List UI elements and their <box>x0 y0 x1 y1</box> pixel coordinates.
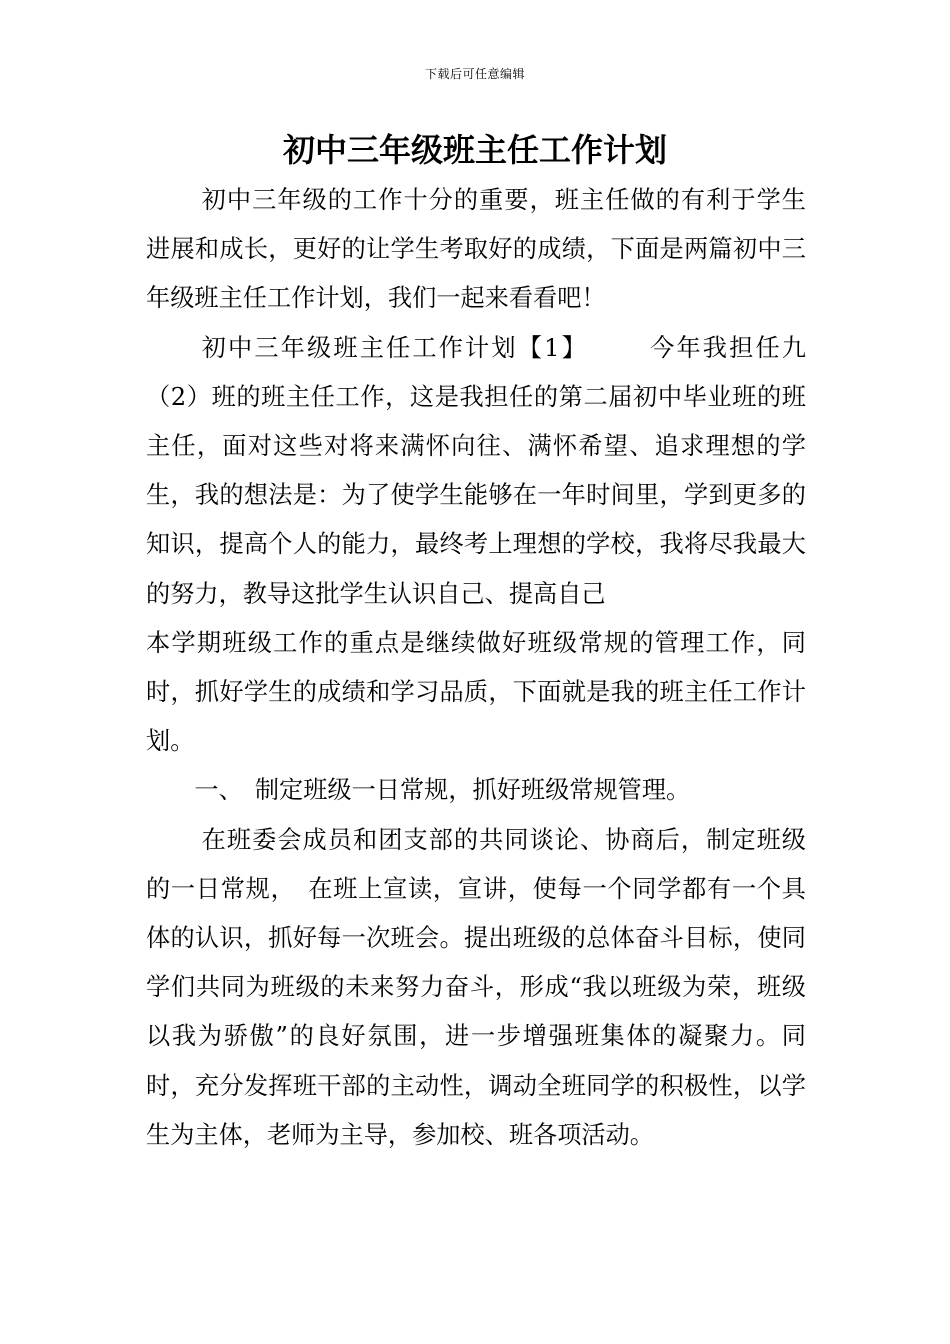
intro-paragraph: 初中三年级的工作十分的重要，班主任做的有利于学生进展和成长，更好的让学生考取好的成绩，下面是两篇初中三年级班主任工作计划，我们一起来看看吧！ <box>146 186 806 313</box>
plan1-heading: 初中三年级班主任工作计划【1】 <box>201 333 588 362</box>
section1-paragraph: 在班委会成员和团支部的共同谈论、协商后，制定班级的一日常规， 在班上宣读，宣讲，使每一个同学都有一个具体的认识，抓好每一次班会。提出班级的总体奋斗目标，使同学们共同为班级的未来努力奋斗，形成“我以班级为荣，班级以我为骄傲”的良好氛围，进一步增强班集体的凝聚力。同时，充分发挥班干部的主动性，调动全班同学的积极性，以学生为主体，老师为主导，参加校、班各项活动。 <box>146 825 806 1149</box>
section1-heading: 一、 制定班级一日常规，抓好班级常规管理。 <box>194 776 691 805</box>
header-note: 下载后可任意编辑 <box>424 67 525 81</box>
plan1-paragraph <box>146 324 806 619</box>
plan1-focus-paragraph: 本学期班级工作的重点是继续做好班级常规的管理工作，同时，抓好学生的成绩和学习品质，下面就是我的班主任工作计划。 <box>146 628 806 756</box>
document-title: 初中三年级班主任工作计划 <box>282 131 667 169</box>
document-body <box>146 176 806 1160</box>
plan1-opening: 今年我担任九（2）班的班主任工作，这是我担任的第二届初中毕业班的班主任，面对这些对将来满怀向往、满怀希望、追求理想的学生，我的想法是：为了使学生能够在一年时间里，学到更多的知识，提高个人的能力，最终考上理想的学校，我将尽我最大的努力，教导这批学生认识自己、提高自己 <box>146 333 806 608</box>
